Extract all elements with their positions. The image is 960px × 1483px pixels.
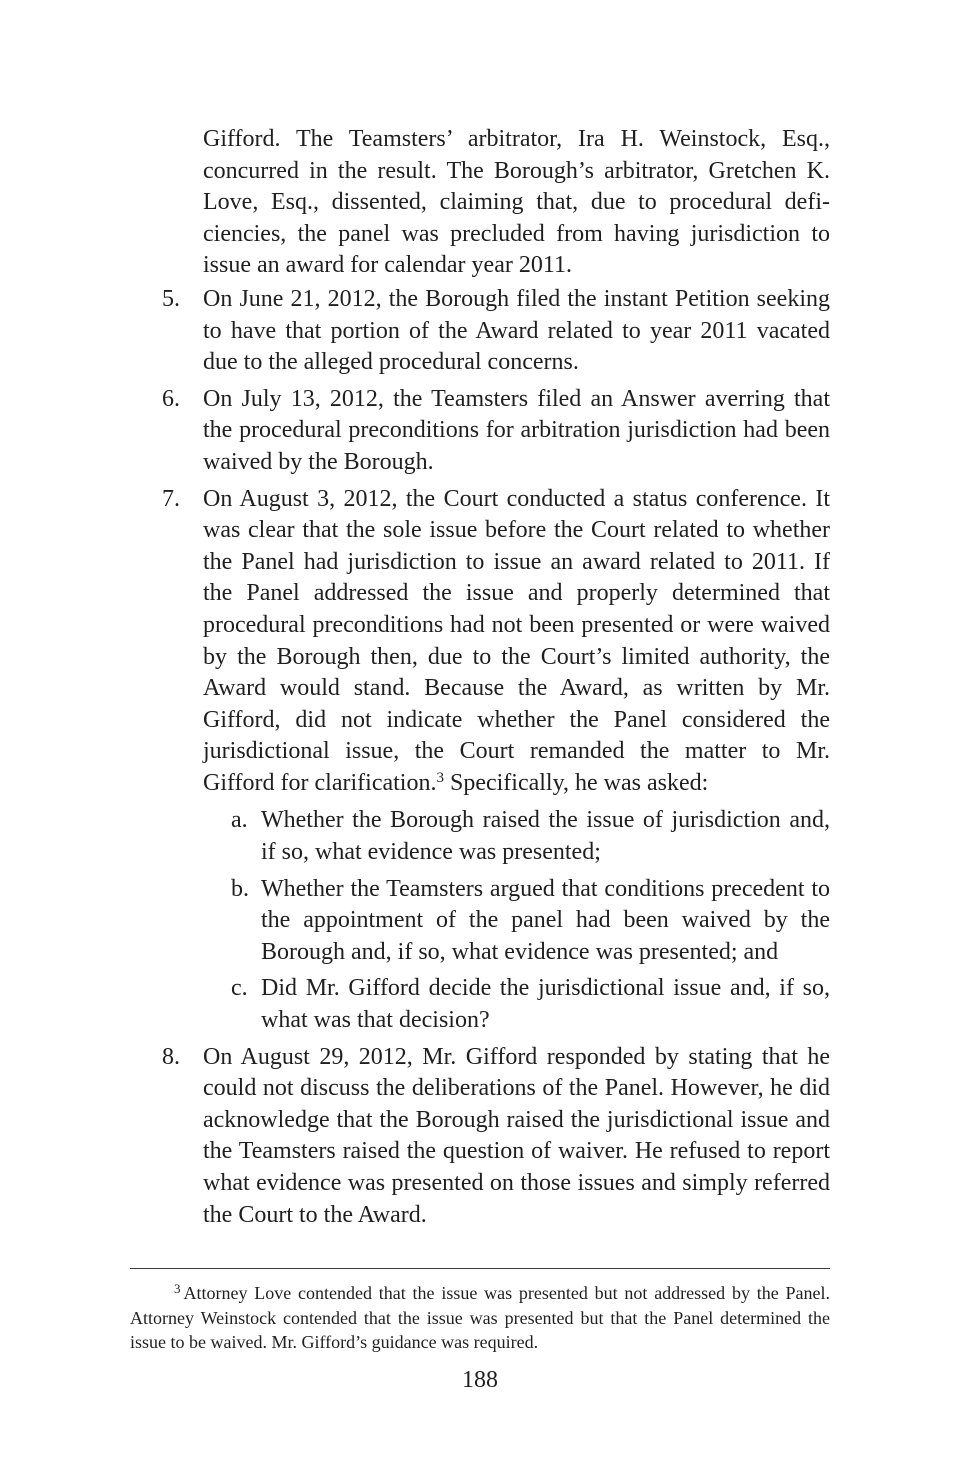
sub-item-letter: c. (231, 975, 248, 1002)
sub-item-text: Whether the Teamsters argued that conditions precedent to the appointment of the panel had been waived by the Borough and, if so, what evidence was presented; and (261, 875, 830, 965)
item-text: On August 3, 2012, the Court conducted a status conference. It was clear that the sole issue before the Court related to whether the Panel had jurisdiction to issue an award related to 2011. If the Panel addressed the issue and properly determined that procedural preconditions had not been presented or were waived by the Borough then, due to the Court’s limited authority, the Award would stand. Because the Award, as written by Mr. Gifford, did not indicate whether the Panel considered the jurisdictional issue, the Court remanded the matter to Mr. Gifford for clarification. (203, 485, 830, 796)
numbered-item-6 (130, 384, 830, 479)
item-number: 5. (162, 285, 180, 312)
sub-item-text: Whether the Borough raised the issue of jurisdiction and, if so, what evidence was presented; (261, 807, 830, 866)
numbered-item-8 (130, 1042, 830, 1232)
sub-item-c (130, 973, 830, 1036)
item-text-continued: Specifically, he was asked: (443, 769, 709, 796)
body-text (130, 124, 830, 1236)
sub-item-a (130, 805, 830, 868)
footnote-reference[interactable]: 3 (436, 769, 444, 786)
item-text: On August 29, 2012, Mr. Gifford responded by stating that he could not discuss the deliberations of the Panel. However, he did acknowledge that the Borough raised the jurisdictional issue and the Teamsters raised the question of waiver. He refused to report what evidence was presented on those issues and simply referred the Court to the Award. (203, 1043, 830, 1228)
item-number: 8. (162, 1043, 180, 1070)
item-number: 7. (162, 485, 180, 512)
footnote-marker: 3 (174, 1281, 181, 1296)
item-number: 6. (162, 385, 180, 412)
continued-paragraph: Gifford. The Teamsters’ arbitrator, Ira H. Weinstock, Esq., concurred in the result. The Borough’s arbitrator, Gretchen K. Love, Esq., dissented, claiming that, due to procedural deficiencies, the panel was precluded from having jurisdiction to issue an award for calendar year 2011. (203, 126, 830, 279)
numbered-item-7 (130, 484, 830, 800)
item-text: On June 21, 2012, the Borough filed the instant Petition seeking to have that portion of the Award related to year 2011 vacated due to the alleged procedural concerns. (203, 285, 830, 376)
numbered-item-5 (130, 284, 830, 379)
sub-item-list (130, 805, 830, 1036)
footnote-divider (130, 1268, 830, 1269)
page-number: 188 (462, 1367, 498, 1393)
sub-item-b (130, 874, 830, 969)
sub-item-text: Did Mr. Gifford decide the jurisdictional issue and, if so, what was that decision? (261, 975, 830, 1034)
sub-item-letter: a. (231, 807, 248, 834)
footnote (130, 1281, 830, 1355)
sub-item-letter: b. (231, 875, 249, 902)
footnote-text: Attorney Love contended that the issue was presented but not addressed by the Panel. Attorney Weinstock contended that the issue was presented but that the Panel determined the issue to be waived. Mr. Gifford’s guidance was required. (130, 1283, 830, 1352)
item-text: On July 13, 2012, the Teamsters filed an Answer averring that the procedural preconditions for arbitration jurisdiction had been waived by the Borough. (203, 385, 830, 475)
